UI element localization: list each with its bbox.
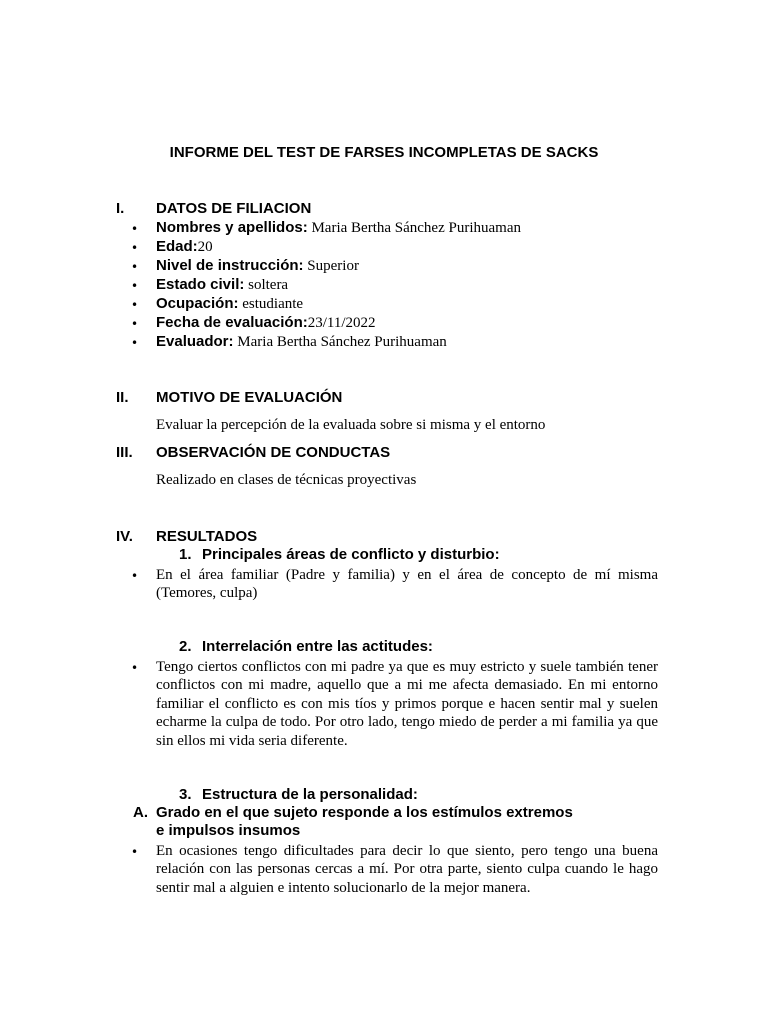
item-label: Ocupación: <box>156 295 239 312</box>
subsection-heading-grado-line1: Grado en el que sujeto responde a los estímulos extremos <box>156 804 573 821</box>
interrelacion-text: Tengo ciertos conflictos con mi padre ya que es muy estricto y suele también tener conflictos con mi madre, aquello que a mi me afecta demasiado. En mi entorno familiar el conflicto es con mis tíos y primos porque e hacen sentir mal y suelen echarme la culpa de todo. Por otro lado, tengo miedo de perder a mi familia ya que sin ellos mi vida seria diferente. <box>156 659 658 749</box>
subsection-heading-conflicto: Principales áreas de conflicto y disturbio: <box>202 546 500 563</box>
item-label: Nombres y apellidos: <box>156 219 308 236</box>
bullet: • <box>131 845 139 859</box>
item-label: Estado civil: <box>156 276 245 293</box>
section-heading-datos: DATOS DE FILIACION <box>156 200 312 217</box>
section-heading-observacion: OBSERVACIÓN DE CONDUCTAS <box>156 444 391 461</box>
datos-item-nombres <box>156 219 521 237</box>
subsection-letter-a: A. <box>133 804 148 821</box>
item-value: estudiante <box>238 296 304 312</box>
item-label: Edad: <box>156 238 198 255</box>
subsection-number-2: 2. <box>179 638 192 655</box>
motivo-text: Evaluar la percepción de la evaluada sobre si misma y el entorno <box>156 417 546 433</box>
observacion-text: Realizado en clases de técnicas proyectivas <box>156 472 417 488</box>
bullet: • <box>131 298 139 312</box>
item-label: Nivel de instrucción: <box>156 257 304 274</box>
section-number-i: I. <box>116 200 125 217</box>
item-label: Evaluador: <box>156 333 234 350</box>
datos-item-edad <box>156 238 213 256</box>
section-heading-resultados: RESULTADOS <box>156 528 258 545</box>
document-title: INFORME DEL TEST DE FARSES INCOMPLETAS DE SACKS <box>169 144 599 161</box>
section-number-ii: II. <box>116 389 129 406</box>
section-number-iv: IV. <box>116 528 133 545</box>
subsection-number-1: 1. <box>179 546 192 563</box>
datos-item-estado <box>156 276 288 294</box>
bullet: • <box>131 260 139 274</box>
bullet: • <box>131 317 139 331</box>
section-number-iii: III. <box>116 444 133 461</box>
section-heading-motivo: MOTIVO DE EVALUACIÓN <box>156 389 343 406</box>
bullet: • <box>131 222 139 236</box>
item-value: soltera <box>244 277 289 293</box>
item-value: Superior <box>303 258 359 274</box>
bullet: • <box>131 661 139 675</box>
subsection-heading-interrelacion: Interrelación entre las actitudes: <box>202 638 433 655</box>
subsection-number-3: 3. <box>179 786 192 803</box>
datos-item-evaluador <box>156 333 447 351</box>
datos-item-nivel <box>156 257 359 275</box>
item-value: Maria Bertha Sánchez Purihuaman <box>307 220 521 236</box>
item-label: Fecha de evaluación: <box>156 314 308 331</box>
subsection-heading-grado-line2: e impulsos insumos <box>156 822 301 839</box>
datos-item-ocupacion <box>156 295 303 313</box>
bullet: • <box>131 241 139 255</box>
item-value: 23/11/2022 <box>307 315 376 331</box>
datos-item-fecha <box>156 314 376 332</box>
bullet: • <box>131 279 139 293</box>
subsection-heading-estructura: Estructura de la personalidad: <box>202 786 418 803</box>
item-value: Maria Bertha Sánchez Purihuaman <box>233 334 447 350</box>
bullet: • <box>131 336 139 350</box>
estructura-text: En ocasiones tengo dificultades para decir lo que siento, pero tengo una buena relación con las personas cercas a mí. Por otra parte, siento culpa cuando le hago sentir mal a alguien e intento solucionarlo de la mejor manera. <box>156 843 658 896</box>
bullet: • <box>131 569 139 583</box>
conflicto-text: En el área familiar (Padre y familia) y en el área de concepto de mí misma (Temores, culpa) <box>156 567 658 602</box>
item-value: 20 <box>197 239 213 255</box>
